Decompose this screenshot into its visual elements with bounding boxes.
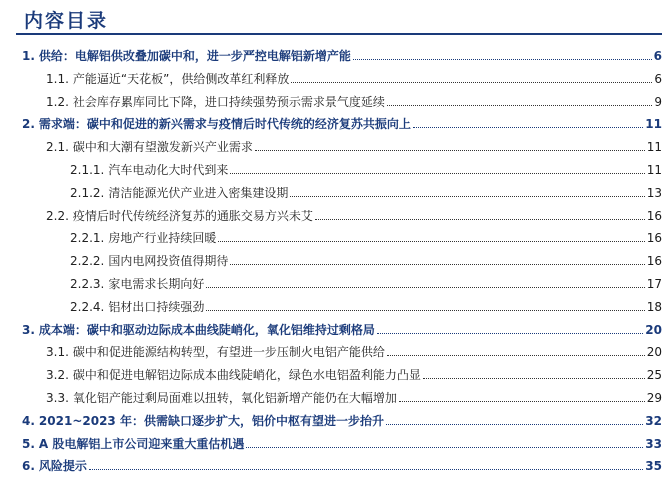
toc-entry-page: 20 <box>645 322 662 337</box>
toc-entry-page: 6 <box>654 71 662 86</box>
dot-leader <box>230 264 644 265</box>
toc-entry-number: 3.3. <box>46 391 69 405</box>
toc-entry-number: 5. <box>22 436 35 451</box>
dot-leader <box>387 355 645 356</box>
toc-entry-title: 家电需求长期向好 <box>108 277 205 291</box>
toc-entry[interactable] <box>0 406 672 428</box>
toc-entry-page: 13 <box>646 185 662 200</box>
toc-entry-number: 1.1. <box>46 71 69 86</box>
dot-leader <box>399 401 645 402</box>
toc-entry-title: 社会库存累库同比下降，进口持续强势预示需求景气度延续 <box>72 94 385 109</box>
dot-leader <box>255 150 645 151</box>
toc-entry[interactable] <box>0 223 672 245</box>
toc-entry-title: 房地产行业持续回暖 <box>108 231 217 246</box>
toc-entry[interactable] <box>0 337 672 359</box>
toc-entry-page: 16 <box>646 208 662 223</box>
toc-entry-page: 6 <box>653 49 662 63</box>
toc-entry-number: 2.2. <box>46 208 69 223</box>
dot-leader <box>230 173 644 174</box>
toc-entry-page: 32 <box>645 413 662 428</box>
toc-entry-number: 1. <box>22 49 35 63</box>
toc-entry-number: 2. <box>22 117 35 132</box>
toc-entry-title: A 股电解铝上市公司迎来重大重估机遇 <box>38 436 245 451</box>
toc-entry-page: 9 <box>654 94 662 109</box>
toc-entry-number: 2.1.2. <box>70 185 105 200</box>
toc-entry-page: 17 <box>646 277 662 291</box>
toc-entry[interactable] <box>0 292 672 314</box>
toc-entry[interactable] <box>0 178 672 200</box>
toc-entry-page: 25 <box>646 368 662 383</box>
dot-leader <box>315 219 645 220</box>
toc-entry-page: 18 <box>646 299 662 314</box>
toc-entry[interactable] <box>0 41 672 63</box>
toc-entry[interactable] <box>0 132 672 154</box>
toc-entry[interactable] <box>0 155 672 177</box>
toc-entry-number: 3.2. <box>46 368 69 383</box>
toc-entry-title: 汽车电动化大时代到来 <box>108 163 229 177</box>
toc-entry[interactable] <box>0 451 672 473</box>
dot-leader <box>353 59 652 60</box>
toc-entry-title: 清洁能源光伏产业进入密集建设期 <box>108 185 289 200</box>
toc-entry-title: 铝材出口持续强劲 <box>108 299 205 314</box>
toc-entry-page: 35 <box>645 459 662 474</box>
toc-entry-number: 2.1.1. <box>70 163 105 177</box>
toc-entry-number: 2.2.2. <box>70 254 105 269</box>
toc-entry-title: 供给：电解铝供改叠加碳中和，进一步严控电解铝新增产能 <box>38 49 351 63</box>
toc-entry-title: 碳中和促进能源结构转型，有望进一步压制火电铝产能供给 <box>72 345 385 360</box>
toc-entry[interactable] <box>0 315 672 337</box>
toc-entry-page: 29 <box>646 391 662 405</box>
toc-entry-page: 16 <box>646 254 662 269</box>
toc-entry-number: 2.2.1. <box>70 231 105 246</box>
toc-entry[interactable] <box>0 269 672 291</box>
toc-entry-title: 碳中和促进电解铝边际成本曲线陡峭化，绿色水电铝盈利能力凸显 <box>72 368 421 383</box>
toc-entry[interactable] <box>0 109 672 131</box>
toc-entry-title: 疫情后时代传统经济复苏的通胀交易方兴未艾 <box>72 208 313 223</box>
dot-leader <box>218 241 644 242</box>
toc-entry[interactable] <box>0 246 672 268</box>
toc-entry[interactable] <box>0 64 672 86</box>
page-title: 内容目录 <box>24 10 109 32</box>
dot-leader <box>246 447 643 448</box>
toc-entry[interactable] <box>0 383 672 405</box>
toc-entry[interactable] <box>0 201 672 223</box>
toc-entry-title: 风险提示 <box>38 459 87 474</box>
toc-entry-title: 氧化铝产能过剩局面难以扭转，氧化铝新增产能仍在大幅增加 <box>72 391 397 405</box>
toc-entry-title: 碳中和大潮有望激发新兴产业需求 <box>72 140 253 155</box>
toc-entry-number: 2.2.3. <box>70 277 105 291</box>
toc-entry-page: 11 <box>645 117 662 132</box>
dot-leader <box>89 469 643 470</box>
dot-leader <box>387 105 652 106</box>
toc-entry-page: 11 <box>646 163 662 177</box>
toc-entry-number: 3. <box>22 322 35 337</box>
toc-entry-number: 1.2. <box>46 94 69 109</box>
dot-leader <box>413 127 643 128</box>
title-divider <box>16 33 662 35</box>
toc-entry-title: 产能逼近“天花板”，供给侧改革红利释放 <box>72 71 290 86</box>
dot-leader <box>206 287 644 288</box>
toc-entry[interactable] <box>0 87 672 109</box>
toc-entry-page: 16 <box>646 231 662 246</box>
toc-entry-page: 20 <box>646 345 662 360</box>
toc-entry[interactable] <box>0 429 672 451</box>
dot-leader <box>386 424 643 425</box>
toc-entry-page: 33 <box>645 436 662 451</box>
dot-leader <box>290 196 644 197</box>
toc-entry-number: 2.1. <box>46 140 69 155</box>
toc-entry-page: 11 <box>646 140 662 155</box>
dot-leader <box>291 82 652 83</box>
toc-entry[interactable] <box>0 360 672 382</box>
dot-leader <box>423 378 645 379</box>
dot-leader <box>377 333 643 334</box>
toc-entry-number: 2.2.4. <box>70 299 105 314</box>
toc-entry-number: 4. <box>22 413 35 428</box>
toc-entry-title: 2021~2023 年：供需缺口逐步扩大，铝价中枢有望进一步抬升 <box>38 413 384 428</box>
toc-entry-title: 成本端：碳中和驱动边际成本曲线陡峭化，氧化铝维持过剩格局 <box>38 322 375 337</box>
toc-entry-title: 国内电网投资值得期待 <box>108 254 229 269</box>
dot-leader <box>206 310 644 311</box>
toc-entry-number: 6. <box>22 459 35 474</box>
toc-entry-title: 需求端：碳中和促进的新兴需求与疫情后时代传统的经济复苏共振向上 <box>38 117 411 132</box>
toc-entry-number: 3.1. <box>46 345 69 360</box>
